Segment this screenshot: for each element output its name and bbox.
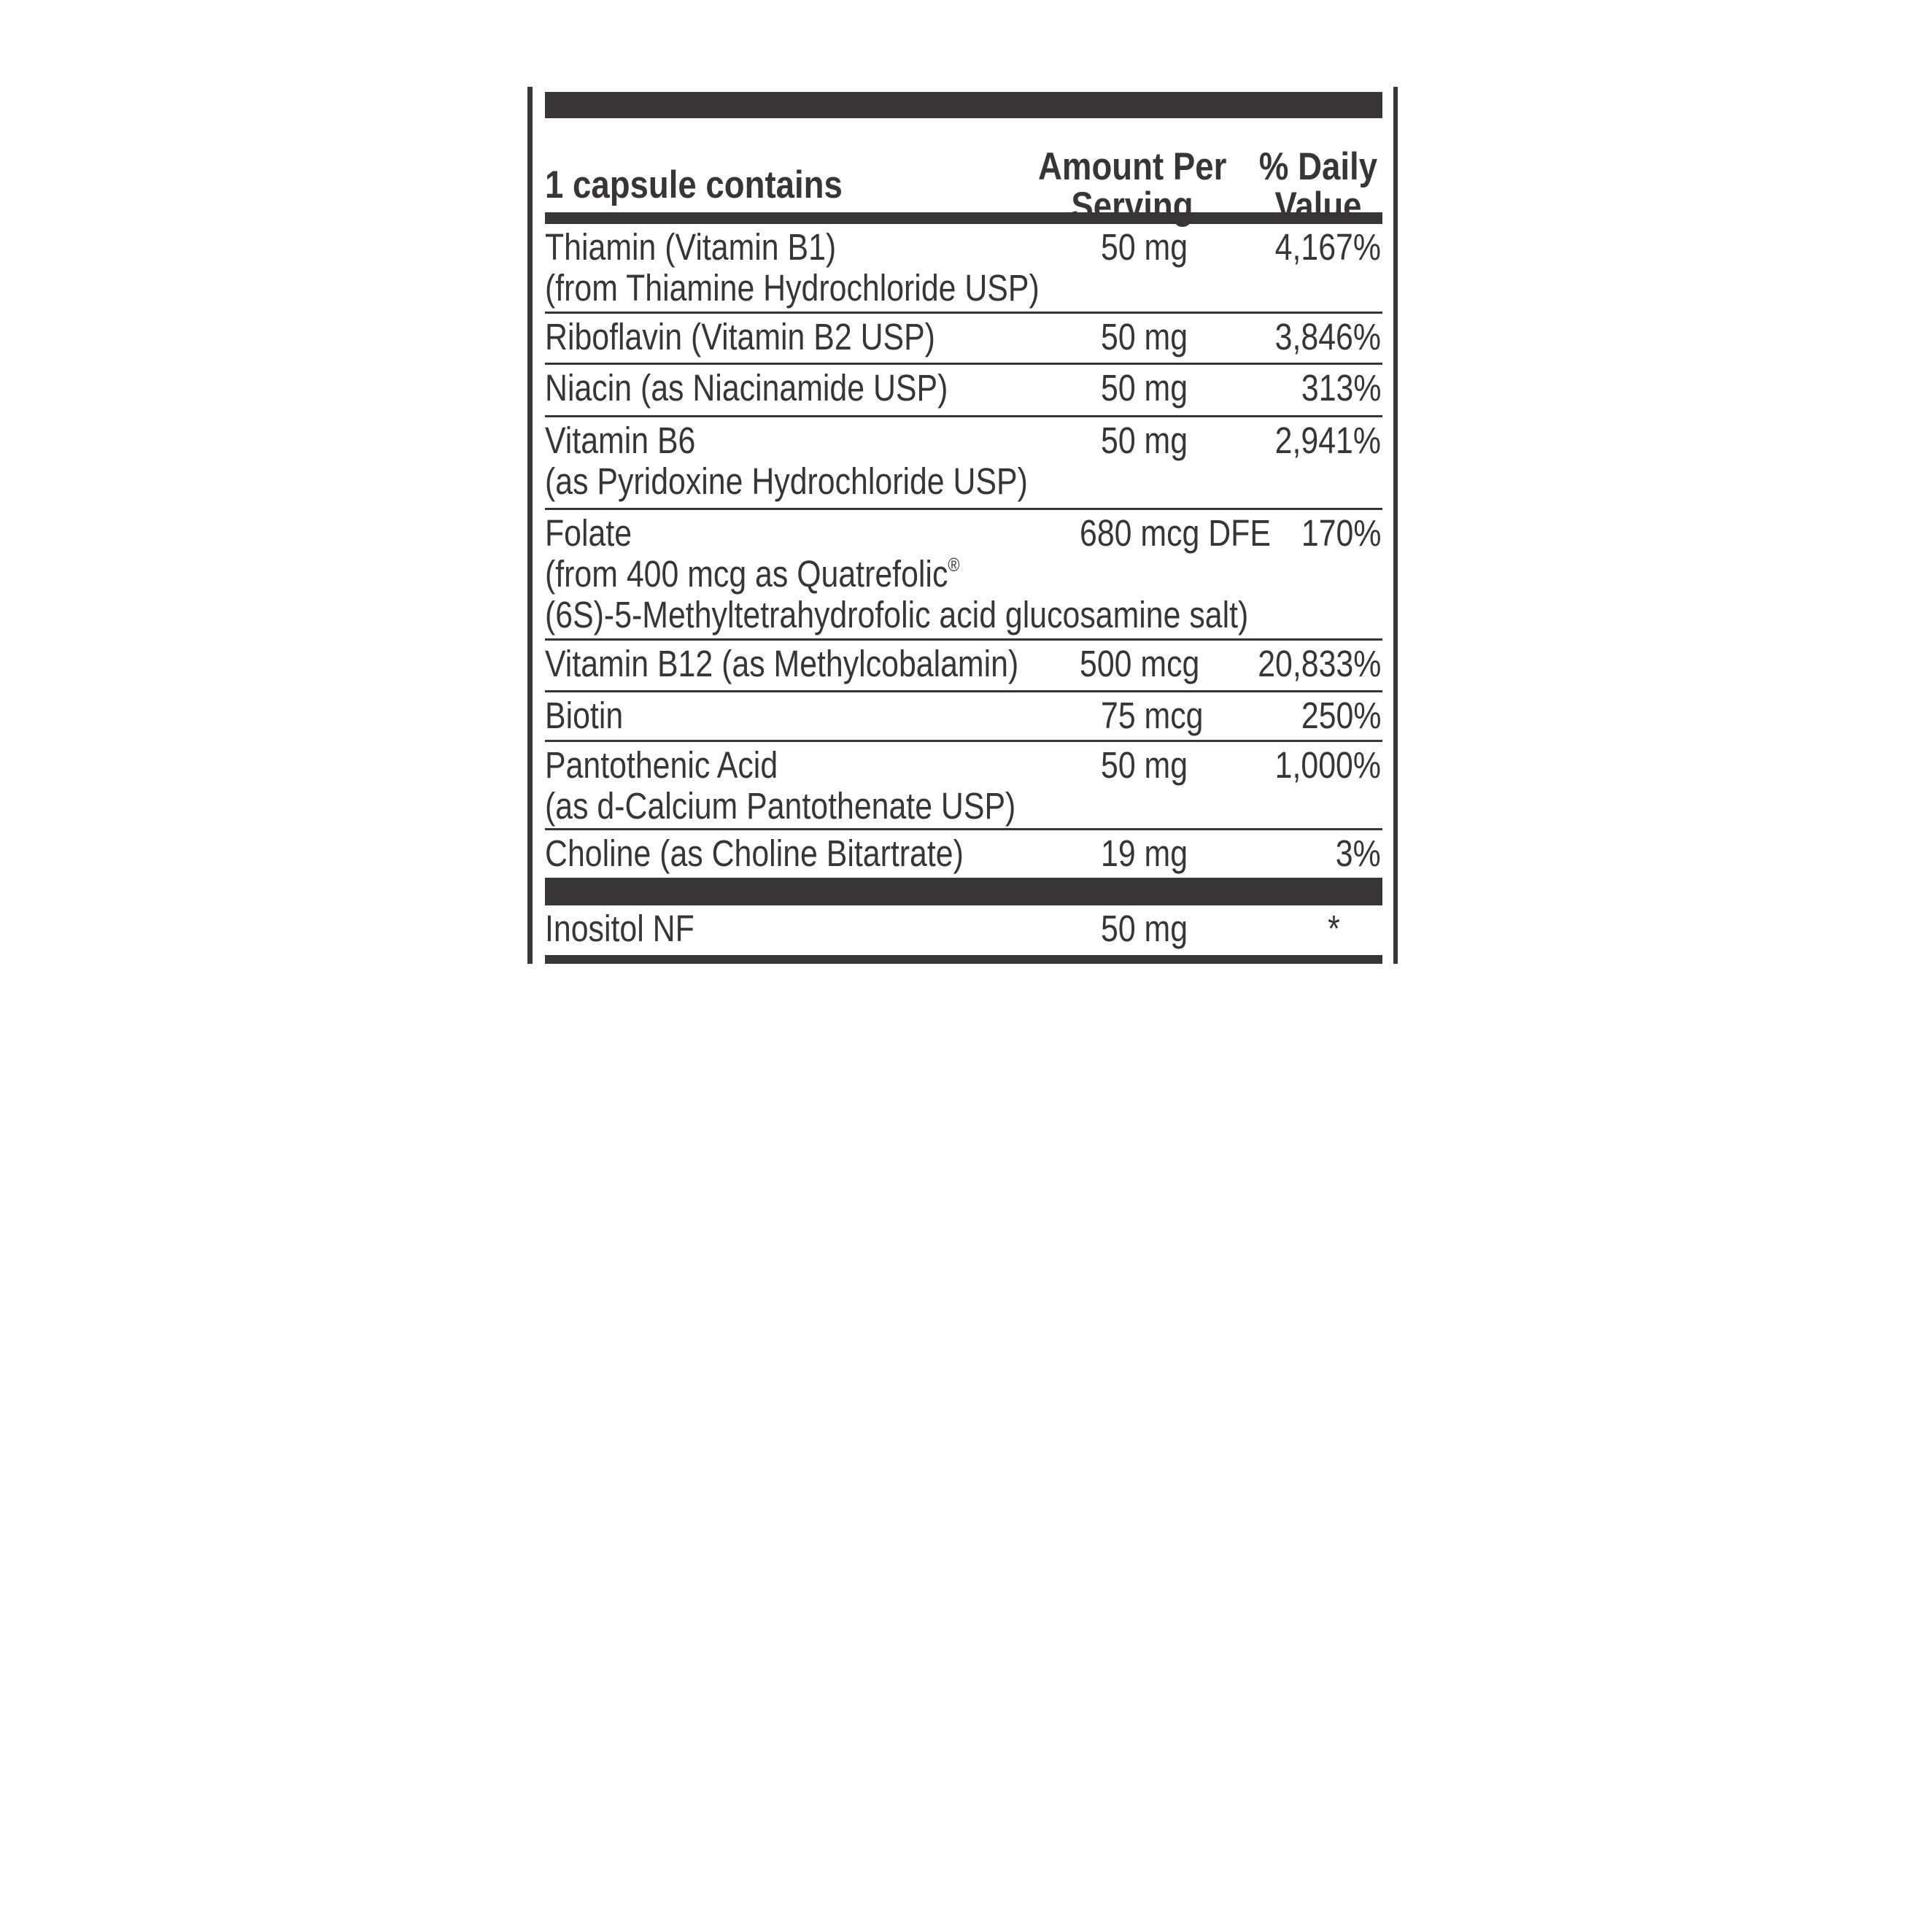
nutrient-daily-value: 250% bbox=[1301, 695, 1381, 736]
name-line: Folate bbox=[545, 512, 632, 554]
nutrient-name bbox=[545, 695, 623, 736]
source-line: (as Pyridoxine Hydrochloride USP) bbox=[545, 460, 1028, 502]
source-line: (as d-Calcium Pantothenate USP) bbox=[545, 785, 1016, 827]
source-line bbox=[545, 554, 1248, 595]
nutrient-row-pantothenic-acid bbox=[545, 742, 1382, 830]
name-line: Pantothenic Acid bbox=[545, 744, 778, 786]
nutrient-amount: 50 mg bbox=[1101, 226, 1188, 268]
dv-heading-line1: % Daily bbox=[1258, 145, 1378, 188]
nutrient-row-vitamin-b6 bbox=[545, 417, 1382, 510]
nutrient-row-choline bbox=[545, 830, 1382, 878]
nutrient-amount: 50 mg bbox=[1101, 420, 1188, 461]
nutrient-amount: 50 mg bbox=[1101, 367, 1188, 409]
nutrient-amount: 680 mcg DFE bbox=[1080, 512, 1271, 554]
name-line: Riboflavin (Vitamin B2 USP) bbox=[545, 316, 935, 358]
nutrient-row-niacin bbox=[545, 365, 1382, 417]
nutrient-row-riboflavin bbox=[545, 314, 1382, 365]
nutrient-name bbox=[545, 644, 1018, 684]
registered-trademark-icon: ® bbox=[948, 554, 960, 576]
nutrient-daily-value: 313% bbox=[1301, 367, 1381, 409]
nutrient-name bbox=[545, 368, 948, 409]
name-line: Vitamin B6 bbox=[545, 420, 696, 461]
nutrient-name bbox=[545, 420, 1028, 502]
nutrient-daily-value: 20,833% bbox=[1257, 643, 1381, 684]
nutrient-row-folate bbox=[545, 510, 1382, 641]
column-header bbox=[545, 118, 1382, 228]
name-line: Vitamin B12 (as Methylcobalamin) bbox=[545, 643, 1019, 684]
ingredient-row-inositol bbox=[545, 905, 1382, 955]
nutrient-row-vitamin-b12 bbox=[545, 641, 1382, 692]
nutrient-daily-value: 2,941% bbox=[1274, 420, 1381, 461]
bottom-thick-rule bbox=[545, 955, 1382, 964]
nutrient-row-thiamin bbox=[545, 224, 1382, 314]
nutrient-row-biotin bbox=[545, 692, 1382, 742]
name-line: Biotin bbox=[545, 695, 624, 736]
nutrient-name bbox=[545, 317, 935, 358]
nutrient-amount: 19 mg bbox=[1101, 832, 1188, 874]
nutrient-daily-value: 4,167% bbox=[1274, 226, 1381, 268]
section-thick-rule bbox=[545, 878, 1382, 905]
daily-value-not-established-asterisk: * bbox=[1328, 908, 1340, 949]
nutrient-amount: 500 mcg bbox=[1080, 643, 1200, 684]
daily-value-heading bbox=[1255, 147, 1381, 226]
serving-size-heading: 1 capsule contains bbox=[545, 163, 843, 206]
ingredient-amount: 50 mg bbox=[1101, 908, 1188, 949]
top-thick-rule bbox=[545, 92, 1382, 118]
source-text: (from 400 mcg as Quatrefolic bbox=[545, 553, 948, 595]
ingredient-name bbox=[545, 908, 694, 949]
nutrient-name bbox=[545, 227, 1040, 309]
nutrient-name bbox=[545, 745, 1015, 827]
name-line: Niacin (as Niacinamide USP) bbox=[545, 367, 948, 409]
amount-heading-line2: Serving bbox=[1071, 185, 1193, 228]
supplement-facts-panel bbox=[545, 92, 1382, 964]
nutrient-daily-value: 3,846% bbox=[1274, 316, 1381, 358]
amount-heading-line1: Amount Per bbox=[1038, 145, 1227, 188]
label-right-border bbox=[1393, 87, 1398, 964]
nutrient-amount: 50 mg bbox=[1101, 316, 1188, 358]
name-line: Inositol NF bbox=[545, 908, 694, 949]
name-line: Thiamin (Vitamin B1) bbox=[545, 226, 837, 268]
nutrient-amount: 75 mcg bbox=[1101, 695, 1204, 736]
name-line: Choline (as Choline Bitartrate) bbox=[545, 832, 964, 874]
source-line: (from Thiamine Hydrochloride USP) bbox=[545, 267, 1040, 309]
nutrient-daily-value: 170% bbox=[1301, 512, 1381, 554]
nutrient-daily-value: 1,000% bbox=[1274, 744, 1381, 786]
label-left-border bbox=[527, 87, 533, 964]
dv-heading-line2: Value bbox=[1274, 185, 1362, 228]
nutrient-amount: 50 mg bbox=[1101, 744, 1188, 786]
amount-per-serving-heading bbox=[1038, 147, 1226, 226]
nutrient-daily-value: 3% bbox=[1336, 832, 1381, 874]
nutrient-name bbox=[545, 833, 964, 874]
source-line-2: (6S)-5-Methyltetrahydrofolic acid glucosamine salt) bbox=[545, 594, 1249, 635]
